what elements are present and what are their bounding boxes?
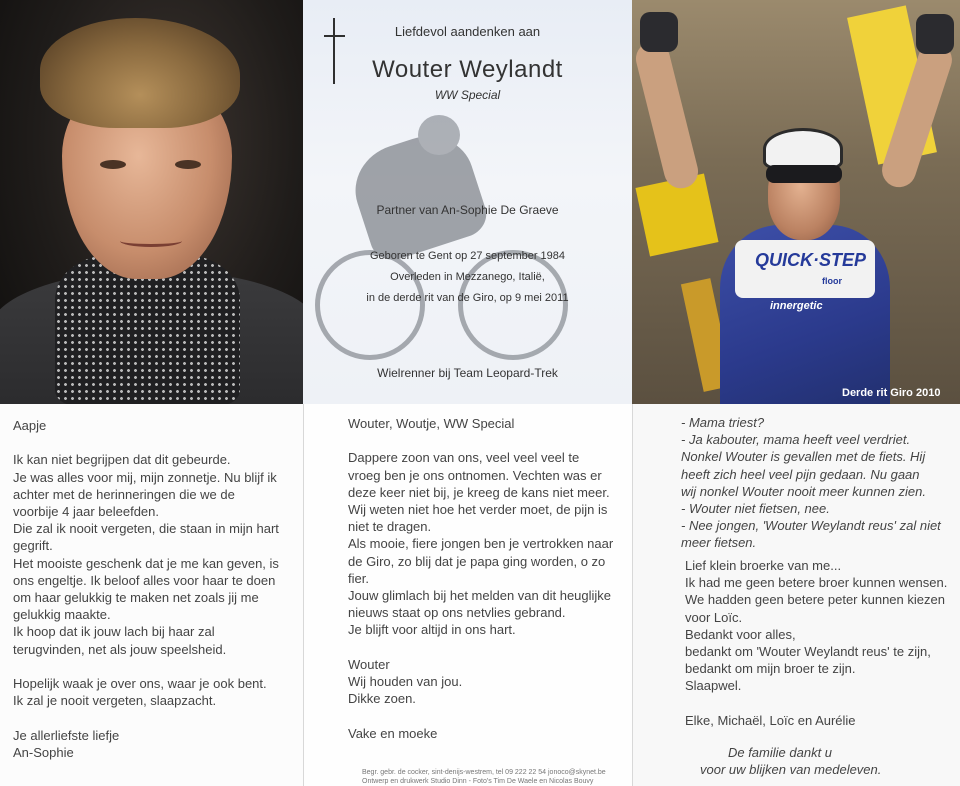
text-line: meer fietsen.: [681, 535, 757, 551]
text-line: - Wouter niet fietsen, nee.: [681, 501, 830, 516]
thanks-line-2: voor uw blijken van medeleven.: [700, 762, 882, 777]
text-line: - Ja kabouter, mama heeft veel verdriet.: [681, 432, 911, 448]
text-line: Wij houden van jou.: [348, 674, 463, 689]
column-divider: [632, 404, 633, 786]
text-line: Die zal ik nooit vergeten, die staan in mijn hart: [13, 521, 279, 537]
glove-right: [916, 14, 954, 54]
text-line: Ik hoop dat ik jouw lach bij haar zal: [13, 624, 215, 640]
thanks-line-1: De familie dankt u: [727, 745, 833, 760]
text-line: terugvinden, net als jouw speelsheid.: [13, 641, 227, 657]
text-line: Het mooiste geschenk dat je me kan geven, is: [13, 555, 279, 571]
text-line: bedankt om 'Wouter Weylandt reus' te zijn,: [685, 644, 931, 659]
text-line: fier.: [348, 570, 369, 586]
text-line: Je allerliefste liefje: [13, 727, 120, 743]
text-line: Je was alles voor mij, mijn zonnetje. Nu blijf ik: [13, 469, 277, 485]
text-line: Ik kan niet begrijpen dat dit gebeurde.: [13, 452, 231, 468]
text-line: heeft zich heel veel pijn gedaan. Nu gaan: [681, 466, 920, 482]
text-line: wij nonkel Wouter nooit meer kunnen zien.: [681, 483, 926, 499]
text-line: niet te dragen.: [348, 519, 432, 535]
card-name: Wouter Weylandt: [372, 56, 563, 83]
text-line: Ik had me geen betere broer kunnen wensen.: [685, 575, 948, 591]
text-line: Elke, Michaël, Loïc en Aurélie: [685, 712, 856, 728]
text-line: Dappere zoon van ons, veel veel veel te: [348, 450, 580, 466]
portrait-eye-right: [175, 160, 201, 169]
portrait-eye-left: [100, 160, 126, 169]
text-line: Wouter, Woutje, WW Special: [348, 416, 515, 431]
text-line: bedankt om mijn broer te zijn.: [685, 661, 856, 677]
jersey-sub: floor: [822, 276, 842, 286]
portrait-mouth: [120, 235, 182, 247]
text-line: We hadden geen betere peter kunnen kiezen: [685, 592, 945, 608]
sunglasses-icon: [766, 165, 842, 183]
text-line: vroeg ben je ons ontnomen. Vechten was er: [348, 467, 602, 483]
glove-left: [640, 12, 678, 52]
text-line: Ik zal je nooit vergeten, slaapzacht.: [13, 693, 217, 709]
text-line: achter met de herinneringen die we de: [13, 486, 235, 502]
text-line: om haar gelukkig te maken net zoals jij me: [13, 590, 259, 605]
card-died-date: in de derde rit van de Giro, op 9 mei 2011: [366, 292, 569, 304]
text-line: Dikke zoen.: [348, 691, 416, 707]
jersey-sponsor: innergetic: [770, 300, 823, 312]
portrait-photo: [0, 0, 303, 404]
jersey-logo: QUICK·STEP: [755, 250, 867, 270]
text-line: Lief klein broerke van me...: [685, 558, 842, 573]
footer-line-1: Begr. gebr. de cocker, sint-denijs-westrem, tel 09 222 22 54 jonoco@skynet.be: [362, 769, 606, 776]
text-line: gelukkig maakte.: [13, 607, 111, 623]
text-line: Je blijft voor altijd in ons hart.: [348, 622, 516, 638]
text-line: voor Loïc.: [685, 609, 743, 625]
card-died-place: Overleden in Mezzanego, Italië,: [390, 271, 545, 283]
text-line: deze keer niet bij, je kreeg de kans niet meer.: [348, 484, 610, 500]
helmet-icon: [763, 128, 843, 170]
text-line: Vake en moeke: [348, 725, 438, 741]
card-partner: Partner van An-Sophie De Graeve: [376, 203, 559, 217]
card-nickname: WW Special: [434, 88, 501, 102]
text-line: Nonkel Wouter is gevallen met de fiets. Hij: [681, 449, 926, 465]
text-line: nieuws staat op ons netvlies gebrand.: [348, 605, 566, 621]
text-line: - Nee jongen, 'Wouter Weylandt reus' zal niet: [681, 518, 941, 534]
photo-caption: Derde rit Giro 2010: [842, 387, 941, 399]
text-line: de Giro, zo blij dat je papa ging worden, o zo: [348, 553, 606, 569]
text-line: ons engeltje. Ik beloof alles voor haar te doen: [13, 572, 276, 588]
card-heading: Liefdevol aandenken aan: [394, 24, 541, 39]
text-line: Wij weten niet hoe het verder moet, de pijn is: [348, 502, 608, 517]
text-line: Als mooie, fiere jongen ben je vertrokken naar: [348, 536, 614, 552]
card-born: Geboren te Gent op 27 september 1984: [369, 250, 566, 262]
text-line: Hopelijk waak je over ons, waar je ook bent.: [13, 676, 267, 691]
text-line: Slaapwel.: [685, 678, 742, 694]
column-divider: [303, 404, 304, 786]
text-line: Jouw glimlach bij het melden van dit heuglijke: [348, 588, 612, 603]
text-line: Bedankt voor alles,: [685, 626, 796, 642]
footer-line-2: Ontwerp en drukwerk Studio Dinn - Foto's Tim De Waele en Nicolas Bouvy: [362, 778, 594, 785]
portrait-hair: [40, 18, 240, 128]
text-line: An-Sophie: [13, 744, 74, 760]
text-line: - Mama triest?: [681, 415, 765, 430]
card-team: Wielrenner bij Team Leopard-Trek: [377, 366, 558, 380]
text-line: Aapje: [13, 418, 47, 433]
text-line: gegrift.: [13, 538, 53, 554]
text-line: voorbije 4 jaar beleefden.: [13, 504, 159, 519]
text-line: Wouter: [348, 656, 390, 672]
